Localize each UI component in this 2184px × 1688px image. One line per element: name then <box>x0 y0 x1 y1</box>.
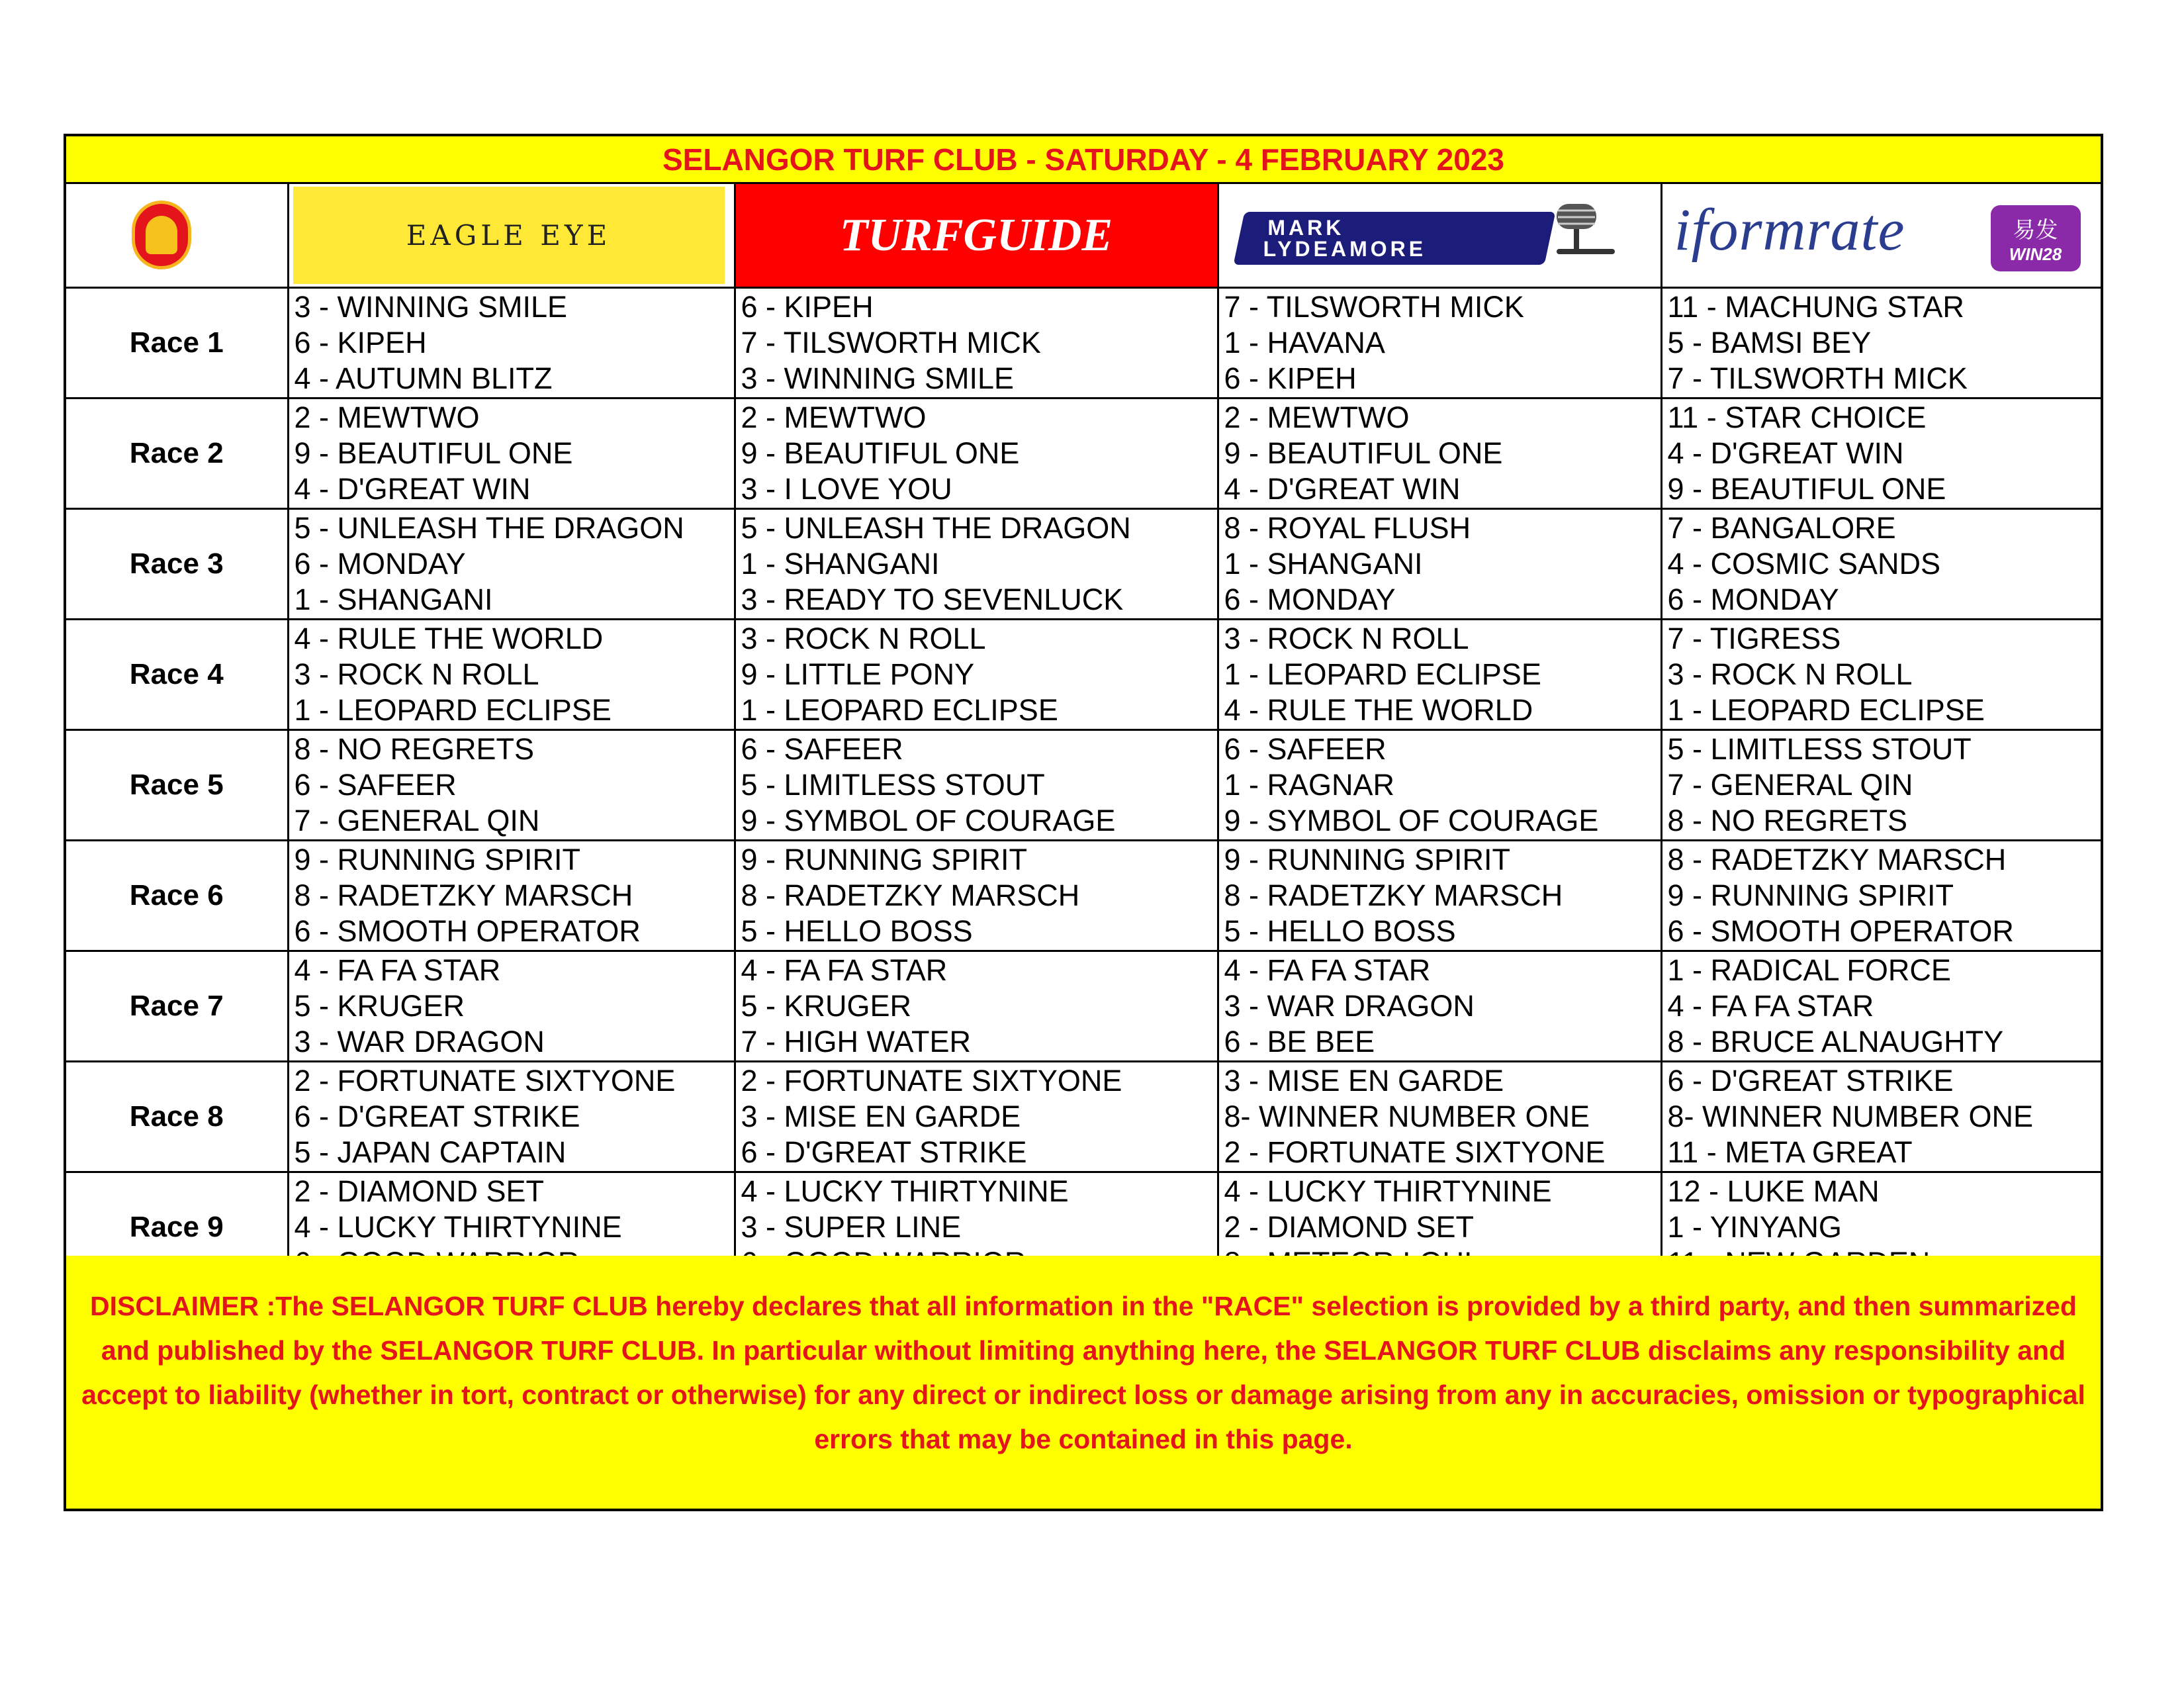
pick-line: 3 - I LOVE YOU <box>741 472 952 506</box>
pick-line: 6 - BE BEE <box>1224 1025 1375 1058</box>
iformrate-picks-cell <box>1661 730 2101 841</box>
pick-line: 3 - MISE EN GARDE <box>741 1100 1021 1133</box>
pick-line: 8- WINNER NUMBER ONE <box>1667 1100 2034 1133</box>
pick-line: 2 - FORTUNATE SIXTYONE <box>741 1064 1122 1098</box>
pick-line: 8 - NO REGRETS <box>1667 804 1908 837</box>
pick-line: 4 - LUCKY THIRTYNINE <box>1224 1174 1552 1208</box>
pick-line: 3 - ROCK N ROLL <box>741 622 986 655</box>
race-label: Race 3 <box>66 509 288 620</box>
pick-line: 3 - WINNING SMILE <box>294 290 568 324</box>
pick-line: 9 - SYMBOL OF COURAGE <box>741 804 1116 837</box>
pick-line: 2 - DIAMOND SET <box>294 1174 545 1208</box>
pick-line: 1 - SHANGANI <box>741 547 940 581</box>
turfguide-picks-cell <box>735 730 1218 841</box>
pick-line: 4 - RULE THE WORLD <box>294 622 604 655</box>
pick-line: 8 - RADETZKY MARSCH <box>1667 843 2007 876</box>
pick-line: 3 - WAR DRAGON <box>294 1025 545 1058</box>
race-row <box>66 509 2101 620</box>
pick-line: 6 - MONDAY <box>1224 583 1396 616</box>
race-row <box>66 620 2101 730</box>
race-label: Race 1 <box>66 288 288 399</box>
pick-line: 2 - MEWTWO <box>1224 400 1410 434</box>
race-label: Race 2 <box>66 399 288 509</box>
pick-line: 4 - LUCKY THIRTYNINE <box>741 1174 1069 1208</box>
pick-line: 3 - WAR DRAGON <box>1224 989 1475 1023</box>
race-row <box>66 841 2101 951</box>
pick-line: 5 - HELLO BOSS <box>741 914 973 948</box>
mark-picks-cell <box>1218 951 1661 1062</box>
pick-line: 1 - LEOPARD ECLIPSE <box>741 693 1058 727</box>
turfguide-picks-cell <box>735 841 1218 951</box>
pick-line: 9 - RUNNING SPIRIT <box>1667 878 1954 912</box>
pick-line: 4 - FA FA STAR <box>1224 953 1431 987</box>
pick-line: 8 - NO REGRETS <box>294 732 535 766</box>
pick-line: 3 - ROCK N ROLL <box>294 657 539 691</box>
pick-line: 6 - SAFEER <box>1224 732 1387 766</box>
turfguide-picks-cell <box>735 951 1218 1062</box>
turfguide-picks-cell <box>735 288 1218 399</box>
pick-line: 7 - TILSWORTH MICK <box>741 326 1041 359</box>
mark-picks-cell <box>1218 1062 1661 1172</box>
iformrate-picks-cell <box>1661 509 2101 620</box>
pick-line: 1 - RAGNAR <box>1224 768 1395 802</box>
pick-line: 8 - RADETZKY MARSCH <box>294 878 633 912</box>
pick-line: 2 - MEWTWO <box>741 400 927 434</box>
turfguide-picks-cell <box>735 620 1218 730</box>
eagle-eye-logo <box>293 187 725 284</box>
pick-line: 8- WINNER NUMBER ONE <box>1224 1100 1590 1133</box>
page-title: SELANGOR TURF CLUB - SATURDAY - 4 FEBRUARY 2023 <box>66 136 2101 184</box>
pick-line: 5 - BAMSI BEY <box>1667 326 1872 359</box>
pick-line: 6 - SMOOTH OPERATOR <box>294 914 641 948</box>
pick-line: 7 - TILSWORTH MICK <box>1224 290 1524 324</box>
pick-line: 9 - RUNNING SPIRIT <box>741 843 1028 876</box>
pick-line: 6 - KIPEH <box>741 290 874 324</box>
pick-line: 1 - LEOPARD ECLIPSE <box>1224 657 1541 691</box>
pick-line: 5 - KRUGER <box>294 989 465 1023</box>
mark-picks-cell <box>1218 288 1661 399</box>
pick-line: 4 - LUCKY THIRTYNINE <box>294 1210 622 1244</box>
race-row <box>66 951 2101 1062</box>
race-label: Race 5 <box>66 730 288 841</box>
pick-line: 6 - D'GREAT STRIKE <box>294 1100 580 1133</box>
race-selection-table <box>66 184 2101 1284</box>
pick-line: 2 - MEWTWO <box>294 400 480 434</box>
pick-line: 7 - HIGH WATER <box>741 1025 971 1058</box>
pick-line: 3 - ROCK N ROLL <box>1667 657 1913 691</box>
race-label: Race 7 <box>66 951 288 1062</box>
mark-picks-cell <box>1218 399 1661 509</box>
iformrate-logo-text: iformrate <box>1674 197 1905 263</box>
race-selection-sheet <box>64 134 2103 1511</box>
win28-chinese: 易发 <box>2013 217 2058 244</box>
pick-line: 1 - RADICAL FORCE <box>1667 953 1951 987</box>
stc-emblem-icon <box>132 201 191 269</box>
pick-line: 8 - RADETZKY MARSCH <box>741 878 1080 912</box>
pick-line: 9 - RUNNING SPIRIT <box>294 843 581 876</box>
pick-line: 11 - META GREAT <box>1667 1135 1913 1169</box>
turfguide-picks-cell <box>735 1062 1218 1172</box>
race-row <box>66 288 2101 399</box>
pick-line: 5 - JAPAN CAPTAIN <box>294 1135 567 1169</box>
pick-line: 1 - YINYANG <box>1667 1210 1842 1244</box>
pick-line: 9 - BEAUTIFUL ONE <box>741 436 1020 470</box>
pick-line: 7 - GENERAL QIN <box>294 804 540 837</box>
pick-line: 2 - DIAMOND SET <box>1224 1210 1475 1244</box>
pick-line: 9 - SYMBOL OF COURAGE <box>1224 804 1599 837</box>
iformrate-picks-cell <box>1661 399 2101 509</box>
club-logo-cell <box>66 184 288 288</box>
mark-logo-line2: LYDEAMORE <box>1263 237 1426 261</box>
eagle-picks-cell <box>288 951 735 1062</box>
pick-line: 3 - ROCK N ROLL <box>1224 622 1469 655</box>
pick-line: 5 - LIMITLESS STOUT <box>741 768 1045 802</box>
pick-line: 2 - FORTUNATE SIXTYONE <box>1224 1135 1606 1169</box>
pick-line: 6 - SAFEER <box>741 732 903 766</box>
pick-line: 3 - READY TO SEVENLUCK <box>741 583 1124 616</box>
eagle-picks-cell <box>288 730 735 841</box>
pick-line: 4 - D'GREAT WIN <box>294 472 531 506</box>
iformrate-picks-cell <box>1661 620 2101 730</box>
mark-picks-cell <box>1218 620 1661 730</box>
race-label: Race 4 <box>66 620 288 730</box>
race-row <box>66 730 2101 841</box>
eagle-picks-cell <box>288 1062 735 1172</box>
pick-line: 1 - SHANGANI <box>294 583 493 616</box>
pick-line: 8 - BRUCE ALNAUGHTY <box>1667 1025 2004 1058</box>
iformrate-picks-cell <box>1661 841 2101 951</box>
iformrate-picks-cell <box>1661 288 2101 399</box>
pick-line: 6 - D'GREAT STRIKE <box>741 1135 1027 1169</box>
pick-line: 9 - RUNNING SPIRIT <box>1224 843 1511 876</box>
pick-line: 6 - SAFEER <box>294 768 457 802</box>
pick-line: 2 - FORTUNATE SIXTYONE <box>294 1064 676 1098</box>
pick-line: 5 - KRUGER <box>741 989 912 1023</box>
pick-line: 4 - RULE THE WORLD <box>1224 693 1533 727</box>
turfguide-logo-cell <box>735 184 1218 288</box>
pick-line: 6 - D'GREAT STRIKE <box>1667 1064 1954 1098</box>
pick-line: 6 - KIPEH <box>294 326 427 359</box>
iformrate-picks-cell <box>1661 951 2101 1062</box>
pick-line: 9 - BEAUTIFUL ONE <box>1667 472 1946 506</box>
mark-picks-cell <box>1218 841 1661 951</box>
pick-line: 4 - AUTUMN BLITZ <box>294 361 553 395</box>
pick-line: 5 - LIMITLESS STOUT <box>1667 732 1972 766</box>
pick-line: 12 - LUKE MAN <box>1667 1174 1880 1208</box>
pick-line: 8 - ROYAL FLUSH <box>1224 511 1471 545</box>
pick-line: 6 - MONDAY <box>1667 583 1839 616</box>
pick-line: 3 - SUPER LINE <box>741 1210 962 1244</box>
pick-line: 4 - COSMIC SANDS <box>1667 547 1941 581</box>
pick-line: 5 - UNLEASH THE DRAGON <box>294 511 684 545</box>
eagle-picks-cell <box>288 288 735 399</box>
pick-line: 6 - KIPEH <box>1224 361 1357 395</box>
win28-badge <box>1991 205 2081 271</box>
pick-line: 11 - MACHUNG STAR <box>1667 290 1964 324</box>
pick-line: 3 - MISE EN GARDE <box>1224 1064 1504 1098</box>
eagle-eye-logo-text: EAGLE EYE <box>406 219 612 252</box>
turfguide-picks-cell <box>735 509 1218 620</box>
iformrate-picks-cell <box>1661 1062 2101 1172</box>
pick-line: 9 - LITTLE PONY <box>741 657 975 691</box>
eagle-eye-logo-cell <box>288 184 735 288</box>
pick-line: 4 - D'GREAT WIN <box>1224 472 1461 506</box>
race-label: Race 8 <box>66 1062 288 1172</box>
pick-line: 8 - RADETZKY MARSCH <box>1224 878 1563 912</box>
pick-line: 3 - WINNING SMILE <box>741 361 1015 395</box>
mark-logo-line1: MARK <box>1267 216 1344 240</box>
turfguide-picks-cell <box>735 399 1218 509</box>
eagle-picks-cell <box>288 509 735 620</box>
pick-line: 7 - BANGALORE <box>1667 511 1896 545</box>
pick-line: 9 - BEAUTIFUL ONE <box>1224 436 1503 470</box>
pick-line: 5 - HELLO BOSS <box>1224 914 1456 948</box>
pick-line: 4 - FA FA STAR <box>294 953 501 987</box>
pick-line: 6 - SMOOTH OPERATOR <box>1667 914 2014 948</box>
pick-line: 6 - MONDAY <box>294 547 466 581</box>
pick-line: 4 - D'GREAT WIN <box>1667 436 1904 470</box>
eagle-picks-cell <box>288 841 735 951</box>
pick-line: 7 - TILSWORTH MICK <box>1667 361 1968 395</box>
turfguide-logo <box>736 184 1217 287</box>
pick-line: 4 - FA FA STAR <box>1667 989 1874 1023</box>
race-row <box>66 399 2101 509</box>
race-row <box>66 1062 2101 1172</box>
iformrate-logo-cell <box>1661 184 2101 288</box>
win28-number: WIN28 <box>2009 244 2062 264</box>
pick-line: 1 - HAVANA <box>1224 326 1385 359</box>
mark-lydeamore-logo <box>1233 212 1555 265</box>
disclaimer-text: DISCLAIMER :The SELANGOR TURF CLUB hereby declares that all information in the "RACE" selection is provided by a third party, and then summarized and published by the SELANGOR TURF CLUB. In particular without limiting anything here, the SELANGOR TURF CLUB disclaims any responsibility and accept to liability (whether in tort, contract or otherwise) for any direct or indirect loss or damage arising from any in accuracies, omission or typographical errors that may be contained in this page. <box>81 1291 2085 1454</box>
pick-line: 7 - TIGRESS <box>1667 622 1841 655</box>
eagle-picks-cell <box>288 620 735 730</box>
turfguide-logo-text: TURFGUIDE <box>839 209 1113 261</box>
pick-line: 1 - SHANGANI <box>1224 547 1423 581</box>
pick-line: 4 - FA FA STAR <box>741 953 948 987</box>
microphone-icon <box>1543 199 1616 261</box>
pick-line: 5 - UNLEASH THE DRAGON <box>741 511 1131 545</box>
mark-picks-cell <box>1218 730 1661 841</box>
tipster-logo-row <box>66 184 2101 288</box>
mark-lydeamore-logo-cell <box>1218 184 1661 288</box>
race-label: Race 6 <box>66 841 288 951</box>
mark-picks-cell <box>1218 509 1661 620</box>
pick-line: 9 - BEAUTIFUL ONE <box>294 436 573 470</box>
race-label: Race 9 <box>66 1172 288 1283</box>
pick-line: 7 - GENERAL QIN <box>1667 768 1913 802</box>
eagle-picks-cell <box>288 399 735 509</box>
pick-line: 1 - LEOPARD ECLIPSE <box>1667 693 1985 727</box>
pick-line: 11 - STAR CHOICE <box>1667 400 1927 434</box>
disclaimer-box <box>66 1256 2101 1509</box>
pick-line: 1 - LEOPARD ECLIPSE <box>294 693 612 727</box>
